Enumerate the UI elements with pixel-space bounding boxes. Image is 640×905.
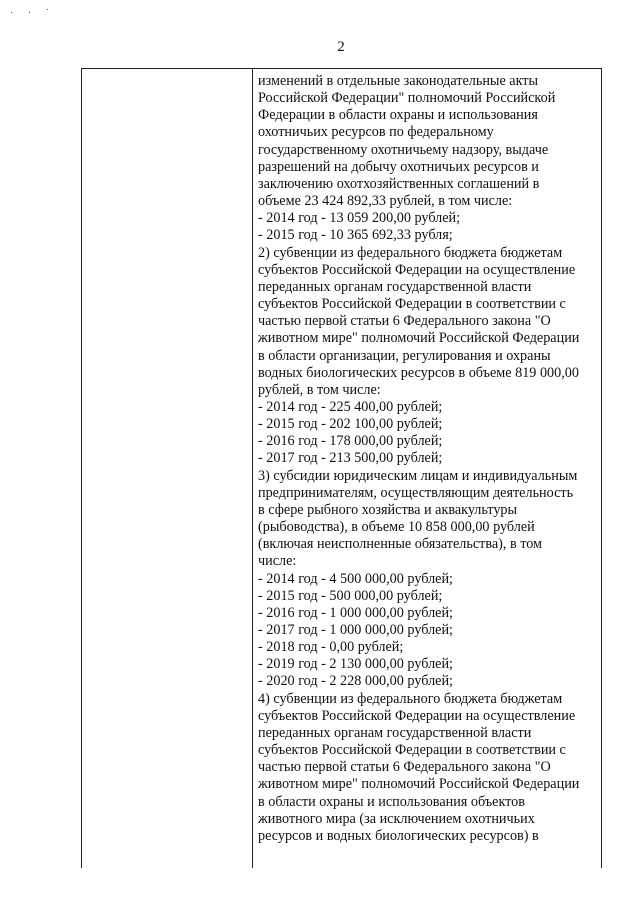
- text-line: ресурсов и водных биологических ресурсов) в: [258, 827, 539, 844]
- text-line: субъектов Российской Федерации в соответствии с: [258, 296, 566, 313]
- text-line: Российской Федерации" полномочий Российской: [258, 90, 556, 107]
- right-cell: [258, 73, 600, 845]
- text-line: - 2014 год - 13 059 200,00 рублей;: [258, 210, 461, 227]
- text-line: предпринимателям, осуществляющим деятельность: [258, 484, 574, 501]
- text-line: - 2016 год - 178 000,00 рублей;: [258, 433, 443, 450]
- text-line: частью первой статьи 6 Федерального закона "О: [258, 759, 551, 776]
- document-table: [81, 68, 602, 868]
- text-line: рублей, в том числе:: [258, 381, 381, 398]
- text-line: заключению охотхозяйственных соглашений в: [258, 175, 540, 192]
- text-line: 2) субвенции из федерального бюджета бюджетам: [258, 244, 563, 261]
- text-line: животного мира (за исключением охотничьих: [258, 810, 535, 827]
- page-number: 2: [337, 39, 345, 55]
- text-line: - 2019 год - 2 130 000,00 рублей;: [258, 656, 454, 673]
- text-line: - 2018 год - 0,00 рублей;: [258, 639, 404, 656]
- text-line: субъектов Российской Федерации в соответствии с: [258, 742, 566, 759]
- text-line: - 2014 год - 225 400,00 рублей;: [258, 398, 443, 415]
- text-line: - 2014 год - 4 500 000,00 рублей;: [258, 570, 454, 587]
- text-line: субъектов Российской Федерации на осуществление: [258, 707, 576, 724]
- text-line: частью первой статьи 6 Федерального закона "О: [258, 313, 551, 330]
- text-line: государственному охотничьему надзору, выдаче: [258, 141, 549, 158]
- text-line: Федерации в области охраны и использования: [258, 107, 538, 124]
- text-line: 4) субвенции из федерального бюджета бюджетам: [258, 690, 563, 707]
- text-line: числе:: [258, 553, 297, 570]
- text-line: - 2017 год - 1 000 000,00 рублей;: [258, 622, 454, 638]
- text-line: - 2015 год - 202 100,00 рублей;: [258, 416, 443, 433]
- left-cell: [82, 69, 252, 868]
- text-line: - 2020 год - 2 228 000,00 рублей;: [258, 673, 454, 690]
- text-line: животном мире" полномочий Российской Федерации: [258, 330, 580, 347]
- text-line: - 2016 год - 1 000 000,00 рублей;: [258, 604, 454, 621]
- text-line: - 2015 год - 10 365 692,33 рубля;: [258, 227, 453, 244]
- scan-marks: · · ˙: [10, 8, 55, 19]
- text-line: - 2017 год - 213 500,00 рублей;: [258, 450, 443, 467]
- text-line: - 2015 год - 500 000,00 рублей;: [258, 587, 443, 604]
- text-line: объеме 23 424 892,33 рублей, в том числе:: [258, 193, 513, 210]
- text-line: животном мире" полномочий Российской Федерации: [258, 776, 580, 793]
- text-line: в области организации, регулирования и охраны: [258, 347, 551, 364]
- text-line: переданных органам государственной власти: [258, 278, 532, 295]
- text-line: изменений в отдельные законодательные акты: [258, 73, 539, 89]
- column-divider: [252, 69, 253, 868]
- text-line: охотничьих ресурсов по федеральному: [258, 124, 494, 141]
- text-line: (рыбоводства), в объеме 10 858 000,00 рублей: [258, 519, 535, 536]
- text-line: 3) субсидии юридическим лицам и индивидуальным: [258, 467, 578, 484]
- text-line: субъектов Российской Федерации на осуществление: [258, 261, 576, 278]
- text-line: в сфере рыбного хозяйства и аквакультуры: [258, 501, 518, 518]
- text-line: разрешений на добычу охотничьих ресурсов и: [258, 158, 539, 175]
- text-line: в области охраны и использования объектов: [258, 793, 525, 810]
- text-line: переданных органам государственной власти: [258, 724, 532, 741]
- text-line: (включая неисполненные обязательства), в том: [258, 536, 543, 553]
- text-line: водных биологических ресурсов в объеме 819 000,00: [258, 364, 579, 381]
